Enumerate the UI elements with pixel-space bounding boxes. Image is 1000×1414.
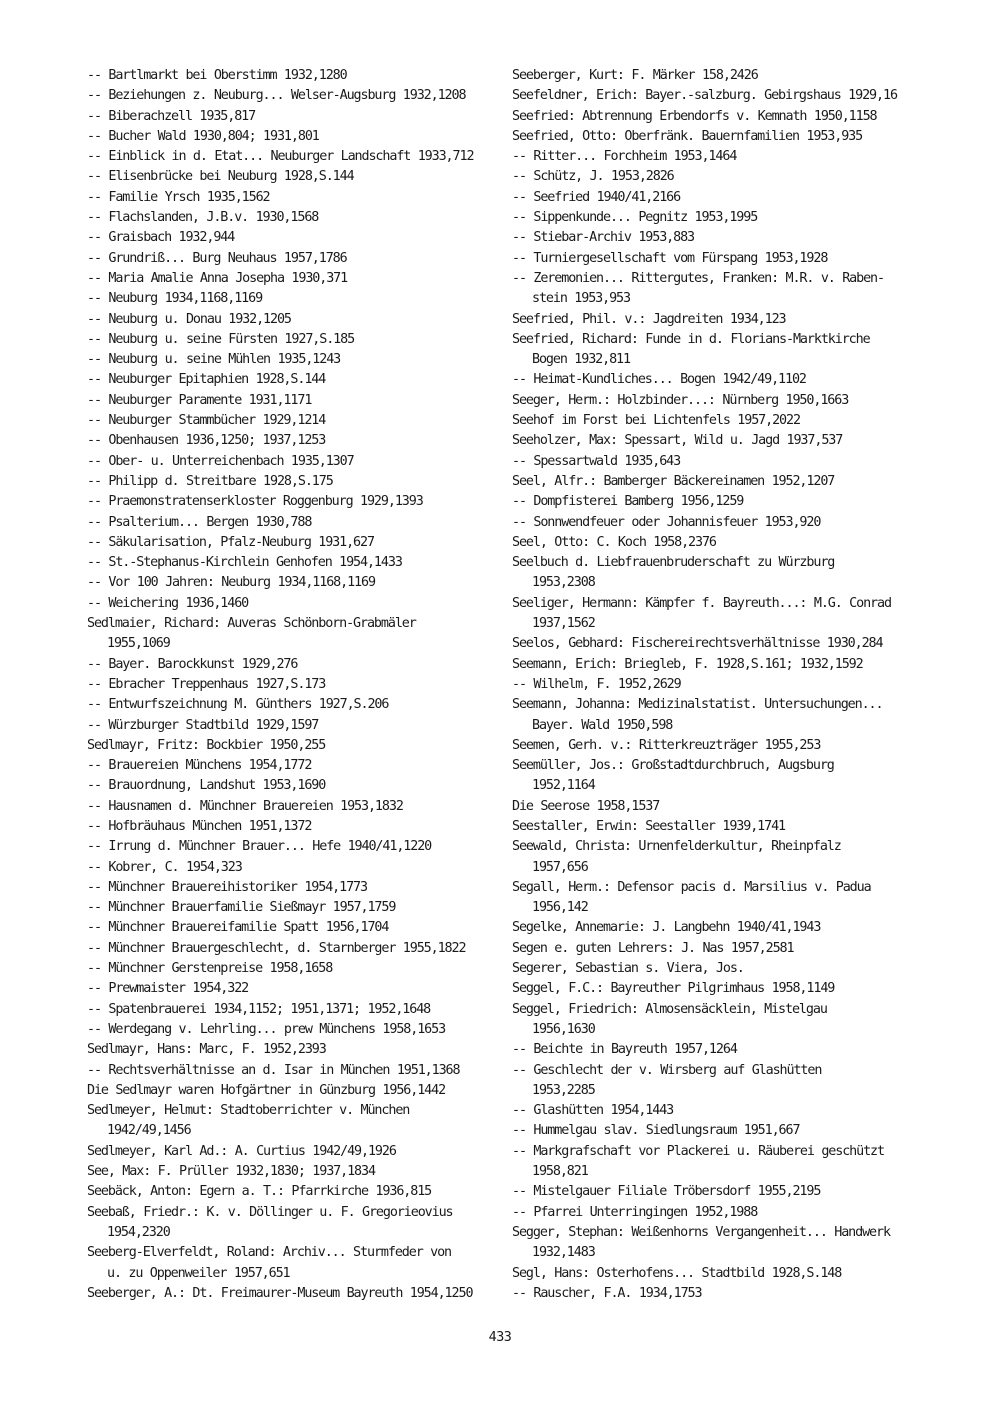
index-entry: -- Brauereien Münchens 1954,1772: [87, 758, 312, 774]
index-entry: -- Einblick in d. Etat... Neuburger Landschaft 1933,712: [87, 149, 474, 165]
index-entry: -- Münchner Brauereifamilie Spatt 1956,1704: [87, 920, 389, 936]
index-entry: -- Stiebar-Archiv 1953,883: [512, 230, 695, 246]
index-entry: -- Brauordnung, Landshut 1953,1690: [87, 778, 326, 794]
index-entry: Seefried, Otto: Oberfränk. Bauernfamilien 1953,935: [512, 128, 863, 144]
index-entry: -- St.-Stephanus-Kirchlein Genhofen 1954,1433: [87, 555, 402, 571]
index-entry: Seebäck, Anton: Egern a. T.: Pfarrkirche 1936,815: [87, 1184, 432, 1200]
index-entry: -- Werdegang v. Lehrling... prew Münchens 1958,1653: [87, 1021, 446, 1037]
index-entry: Seelos, Gebhard: Fischereirechtsverhältnisse 1930,284: [512, 636, 883, 652]
index-entry: Seefeldner, Erich: Bayer.-salzburg. Gebirgshaus 1929,16: [512, 88, 897, 104]
index-entry: -- Beichte in Bayreuth 1957,1264: [512, 1042, 737, 1058]
index-entry: Seefried, Richard: Funde in d. Florians-Marktkirche: [512, 331, 870, 347]
index-entry: -- Hofbräuhaus München 1951,1372: [87, 818, 312, 834]
index-entry: -- Hausnamen d. Münchner Brauereien 1953,1832: [87, 798, 403, 814]
page-number: 433: [488, 1330, 512, 1345]
index-entry: 1942/49,1456: [107, 1123, 191, 1139]
index-entry: Seel, Otto: C. Koch 1958,2376: [512, 534, 716, 550]
index-entry: -- Neuburg u. Donau 1932,1205: [87, 311, 291, 327]
right-column: [512, 66, 917, 1304]
index-entry: 1957,656: [532, 859, 588, 875]
index-entry: -- Elisenbrücke bei Neuburg 1928,S.144: [87, 169, 354, 185]
index-entry: Seeger, Herm.: Holzbinder...: Nürnberg 1950,1663: [512, 392, 849, 408]
index-entry: -- Maria Amalie Anna Josepha 1930,371: [87, 270, 348, 286]
index-entry: See, Max: F. Prüller 1932,1830; 1937,1834: [87, 1164, 375, 1180]
index-entry: Seeberger, Kurt: F. Märker 158,2426: [512, 68, 758, 83]
index-entry: -- Bucher Wald 1930,804; 1931,801: [87, 128, 319, 144]
index-entry: -- Neuburger Paramente 1931,1171: [87, 392, 312, 408]
index-entry: -- Münchner Brauergeschlecht, d. Starnberger 1955,1822: [87, 940, 466, 956]
index-entry: -- Wilhelm, F. 1952,2629: [512, 676, 681, 692]
index-entry: stein 1953,953: [532, 291, 630, 307]
index-entry: Seel, Alfr.: Bamberger Bäckereinamen 1952,1207: [512, 473, 835, 489]
index-entry: Bogen 1932,811: [532, 352, 630, 368]
index-entry: Sedlmayr, Hans: Marc, F. 1952,2393: [87, 1042, 326, 1058]
index-entry: -- Spatenbrauerei 1934,1152; 1951,1371; 1952,1648: [87, 1001, 431, 1017]
index-entry: -- Markgrafschaft vor Plackerei u. Räuberei geschützt: [512, 1143, 884, 1159]
index-entry: 1956,142: [532, 900, 588, 916]
index-entry: -- Sippenkunde... Pegnitz 1953,1995: [512, 210, 758, 226]
index-entry: Segger, Stephan: Weißenhorns Vergangenheit... Handwerk: [512, 1224, 890, 1240]
index-entry: Seehof im Forst bei Lichtenfels 1957,2022: [512, 413, 800, 429]
index-entry: Seemann, Johanna: Medizinalstatist. Untersuchungen...: [512, 697, 883, 713]
index-entry: 1953,2285: [532, 1082, 595, 1098]
index-entry: -- Ritter... Forchheim 1953,1464: [512, 149, 737, 165]
index-entry: -- Seefried 1940/41,2166: [512, 189, 681, 205]
left-column: [87, 66, 495, 1304]
index-entry: -- Sonnwendfeuer oder Johannisfeuer 1953,920: [512, 514, 821, 530]
index-entry: Segen e. guten Lehrers: J. Nas 1957,2581: [512, 940, 794, 956]
index-entry: -- Kobrer, C. 1954,323: [87, 859, 242, 875]
index-entry: Seestaller, Erwin: Seestaller 1939,1741: [512, 818, 786, 834]
index-entry: -- Mistelgauer Filiale Tröbersdorf 1955,2195: [512, 1184, 821, 1200]
index-entry: Segall, Herm.: Defensor pacis d. Marsilius v. Padua: [512, 879, 871, 895]
index-entry: -- Dompfisterei Bamberg 1956,1259: [512, 494, 744, 510]
index-entry: Seemen, Gerh. v.: Ritterkreuzträger 1955,253: [512, 737, 821, 753]
index-entry: Segelke, Annemarie: J. Langbehn 1940/41,1943: [512, 920, 821, 936]
index-entry: -- Rauscher, F.A. 1934,1753: [512, 1285, 702, 1301]
index-entry: -- Flachslanden, J.B.v. 1930,1568: [87, 210, 319, 226]
index-entry: Die Sedlmayr waren Hofgärtner in Günzburg 1956,1442: [87, 1082, 446, 1098]
index-entry: Seelbuch d. Liebfrauenbruderschaft zu Würzburg: [512, 555, 835, 571]
index-entry: 1953,2308: [532, 575, 595, 591]
index-entry: Seemüller, Jos.: Großstadtdurchbruch, Augsburg: [512, 758, 834, 774]
index-entry: -- Praemonstratenserkloster Roggenburg 1929,1393: [87, 494, 423, 510]
index-entry: -- Säkularisation, Pfalz-Neuburg 1931,627: [87, 534, 374, 550]
index-entry: -- Turniergesellschaft vom Fürspang 1953,1928: [512, 250, 828, 266]
index-entry: -- Bayer. Barockkunst 1929,276: [87, 656, 298, 672]
index-entry: Segerer, Sebastian s. Viera, Jos.: [512, 961, 744, 977]
index-entry: -- Hummelgau slav. Siedlungsraum 1951,667: [512, 1123, 800, 1139]
index-entry: -- Spessartwald 1935,643: [512, 453, 681, 469]
index-entry: Sedlmayr, Fritz: Bockbier 1950,255: [87, 737, 326, 753]
index-entry: -- Münchner Brauerfamilie Sießmayr 1957,1759: [87, 900, 396, 916]
index-entry: -- Schütz, J. 1953,2826: [512, 169, 674, 185]
index-entry: -- Entwurfszeichnung M. Günthers 1927,S.206: [87, 697, 389, 713]
index-entry: Sedlmaier, Richard: Auveras Schönborn-Grabmäler: [87, 616, 416, 632]
index-entry: -- Neuburg u. seine Fürsten 1927,S.185: [87, 331, 355, 347]
index-entry: Seefried, Phil. v.: Jagdreiten 1934,123: [512, 311, 786, 327]
index-entry: 1954,2320: [107, 1224, 170, 1240]
index-entry: Seeberger, A.: Dt. Freimaurer-Museum Bayreuth 1954,1250: [87, 1285, 473, 1301]
index-entry: -- Ober- u. Unterreichenbach 1935,1307: [87, 453, 354, 469]
index-entry: Bayer. Wald 1950,598: [532, 717, 673, 733]
index-entry: -- Philipp d. Streitbare 1928,S.175: [87, 473, 333, 489]
index-entry: -- Münchner Brauereihistoriker 1954,1773: [87, 879, 367, 895]
index-entry: -- Rechtsverhältnisse an d. Isar in München 1951,1368: [87, 1062, 460, 1078]
index-entry: -- Beziehungen z. Neuburg... Welser-Augsburg 1932,1208: [87, 88, 466, 104]
index-entry: Seeholzer, Max: Spessart, Wild u. Jagd 1937,537: [512, 433, 843, 449]
index-entry: Seggel, Friedrich: Almosensäcklein, Mistelgau: [512, 1001, 827, 1017]
index-entry: -- Prewmaister 1954,322: [87, 981, 249, 997]
index-entry: -- Heimat-Kundliches... Bogen 1942/49,1102: [512, 372, 806, 388]
index-entry: Sedlmeyer, Karl Ad.: A. Curtius 1942/49,1926: [87, 1143, 396, 1159]
index-entry: -- Ebracher Treppenhaus 1927,S.173: [87, 676, 326, 692]
index-entry: -- Obenhausen 1936,1250; 1937,1253: [87, 433, 326, 449]
index-entry: -- Weichering 1936,1460: [87, 595, 249, 611]
index-entry: 1956,1630: [532, 1021, 595, 1037]
index-entry: -- Geschlecht der v. Wirsberg auf Glashütten: [512, 1062, 822, 1078]
index-entry: -- Grundriß... Burg Neuhaus 1957,1786: [87, 250, 347, 266]
index-entry: -- Neuburg 1934,1168,1169: [87, 291, 263, 307]
index-entry: -- Familie Yrsch 1935,1562: [87, 189, 270, 205]
index-entry: 1952,1164: [532, 778, 595, 794]
index-entry: Sedlmeyer, Helmut: Stadtoberrichter v. München: [87, 1103, 410, 1119]
index-entry: -- Biberachzell 1935,817: [87, 108, 256, 124]
index-entry: Seefried: Abtrennung Erbendorfs v. Kemnath 1950,1158: [512, 108, 877, 124]
index-entry: -- Vor 100 Jahren: Neuburg 1934,1168,1169: [87, 575, 375, 591]
index-entry: -- Münchner Gerstenpreise 1958,1658: [87, 961, 333, 977]
index-entry: -- Neuburger Stammbücher 1929,1214: [87, 413, 326, 429]
index-entry: 1932,1483: [532, 1245, 595, 1261]
index-entry: 1955,1069: [107, 636, 170, 652]
index-entry: 1958,821: [532, 1164, 588, 1180]
index-entry: -- Pfarrei Unterringingen 1952,1988: [512, 1204, 758, 1220]
index-entry: Seggel, F.C.: Bayreuther Pilgrimhaus 1958,1149: [512, 981, 835, 997]
index-entry: -- Zeremonien... Rittergutes, Franken: M.R. v. Raben-: [512, 270, 884, 286]
index-entry: -- Würzburger Stadtbild 1929,1597: [87, 717, 319, 733]
index-entry: -- Glashütten 1954,1443: [512, 1103, 674, 1119]
index-entry: u. zu Oppenweiler 1957,651: [107, 1265, 290, 1281]
index-entry: -- Psalterium... Bergen 1930,788: [87, 514, 312, 530]
index-entry: Seeberg-Elverfeldt, Roland: Archiv... Sturmfeder von: [87, 1245, 452, 1261]
index-entry: Die Seerose 1958,1537: [512, 798, 660, 814]
index-entry: -- Bartlmarkt bei Oberstimm 1932,1280: [87, 68, 347, 83]
index-entry: Seeliger, Hermann: Kämpfer f. Bayreuth...: M.G. Conrad: [512, 595, 891, 611]
index-entry: Segl, Hans: Osterhofens... Stadtbild 1928,S.148: [512, 1265, 842, 1281]
index-entry: Seebaß, Friedr.: K. v. Döllinger u. F. Gregorieovius: [87, 1204, 453, 1220]
index-entry: Seemann, Erich: Briegleb, F. 1928,S.161; 1932,1592: [512, 656, 863, 672]
index-entry: -- Neuburg u. seine Mühlen 1935,1243: [87, 352, 341, 368]
index-entry: -- Graisbach 1932,944: [87, 230, 235, 246]
index-entry: 1937,1562: [532, 616, 595, 632]
index-entry: -- Neuburger Epitaphien 1928,S.144: [87, 372, 326, 388]
index-entry: -- Irrung d. Münchner Brauer... Hefe 1940/41,1220: [87, 839, 432, 855]
index-entry: Seewald, Christa: Urnenfelderkultur, Rheinpfalz: [512, 839, 841, 855]
